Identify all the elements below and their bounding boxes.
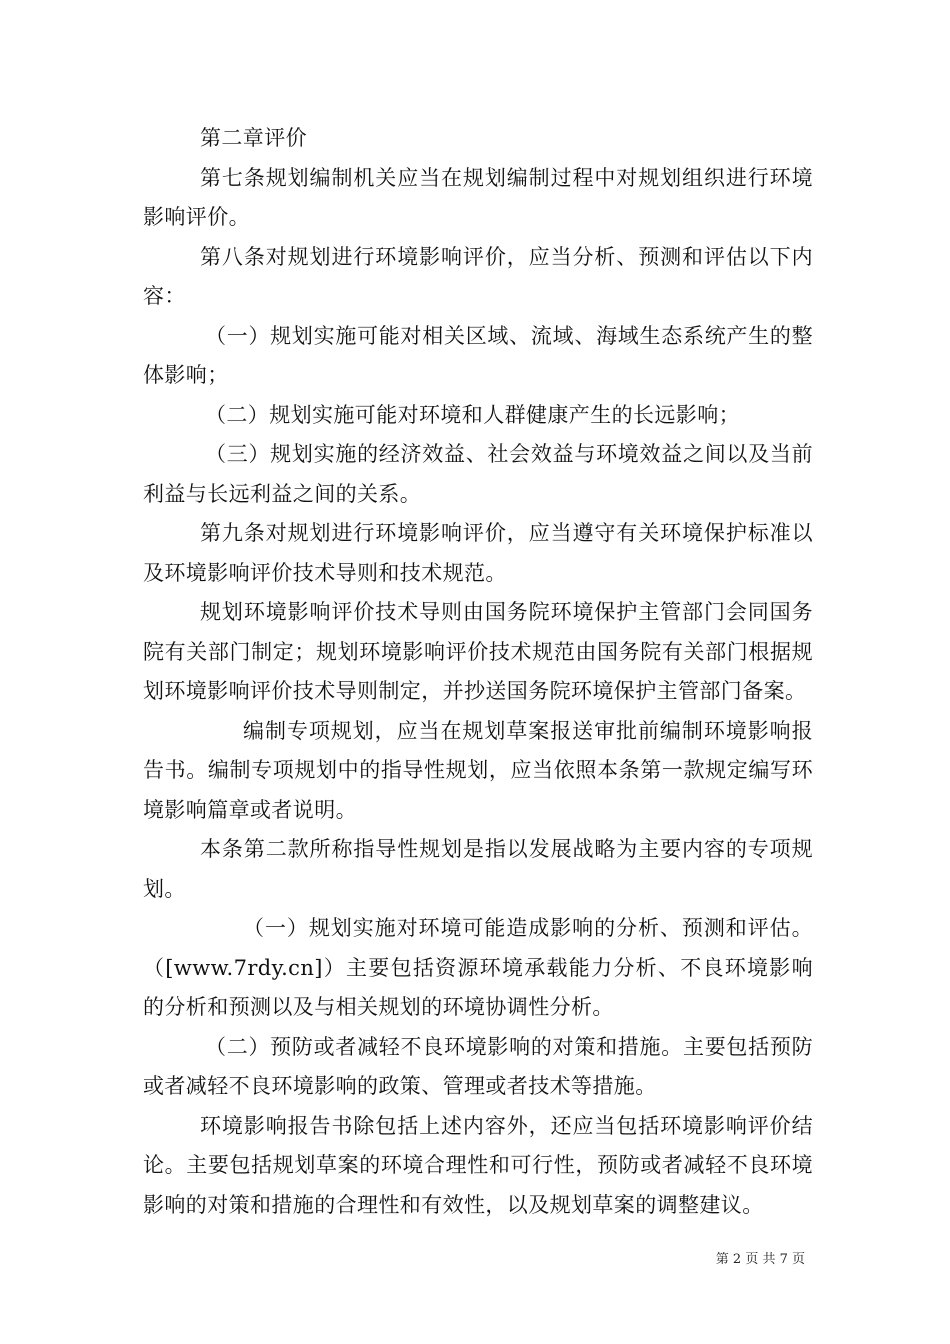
paragraph-guiding-plan: 本条第二款所称指导性规划是指以发展战略为主要内容的专项规划。	[143, 837, 813, 901]
paragraph-report-item-2: （二）预防或者减轻不良环境影响的对策和措施。主要包括预防或者减轻不良环境影响的政策、管理或者技术等措施。	[143, 1034, 813, 1098]
paragraph-item-2: （二）规划实施可能对环境和人群健康产生的长远影响；	[205, 402, 740, 427]
page-number: 第 2 页 共 7 页	[715, 1252, 805, 1267]
paragraph-article-9: 第九条对规划进行环境影响评价，应当遵守有关环境保护标准以及环境影响评价技术导则和技术规范。	[143, 521, 813, 585]
paragraph-special-plan: 编制专项规划，应当在规划草案报送审批前编制环境影响报告书。编制专项规划中的指导性规划，应当依照本条第一款规定编写环境影响篇章或者说明。	[143, 718, 813, 822]
chapter-heading: 第二章评价	[200, 126, 307, 150]
paragraph-article-8: 第八条对规划进行环境影响评价，应当分析、预测和评估以下内容：	[143, 244, 813, 308]
paragraph-report-item-1: （一）规划实施对环境可能造成影响的分析、预测和评估。（[www.7rdy.cn]）主要包括资源环境承载能力分析、不良环境影响的分析和预测以及与相关规划的环境协调性分析。	[143, 916, 813, 1019]
paragraph-report-conclusion: 环境影响报告书除包括上述内容外，还应当包括环境影响评价结论。主要包括规划草案的环境合理性和可行性，预防或者减轻不良环境影响的对策和措施的合理性和有效性，以及规划草案的调整建议。	[143, 1113, 813, 1217]
document-body	[143, 119, 813, 1225]
paragraph-item-1: （一）规划实施可能对相关区域、流域、海域生态系统产生的整体影响；	[143, 323, 813, 387]
paragraph-item-3: （三）规划实施的经济效益、社会效益与环境效益之间以及当前利益与长远利益之间的关系。	[143, 442, 813, 506]
paragraph-article-7: 第七条规划编制机关应当在规划编制过程中对规划组织进行环境影响评价。	[143, 165, 813, 229]
paragraph-guidelines: 规划环境影响评价技术导则由国务院环境保护主管部门会同国务院有关部门制定；规划环境影响评价技术规范由国务院有关部门根据规划环境影响评价技术导则制定，并抄送国务院环境保护主管部门备案。	[143, 600, 813, 703]
